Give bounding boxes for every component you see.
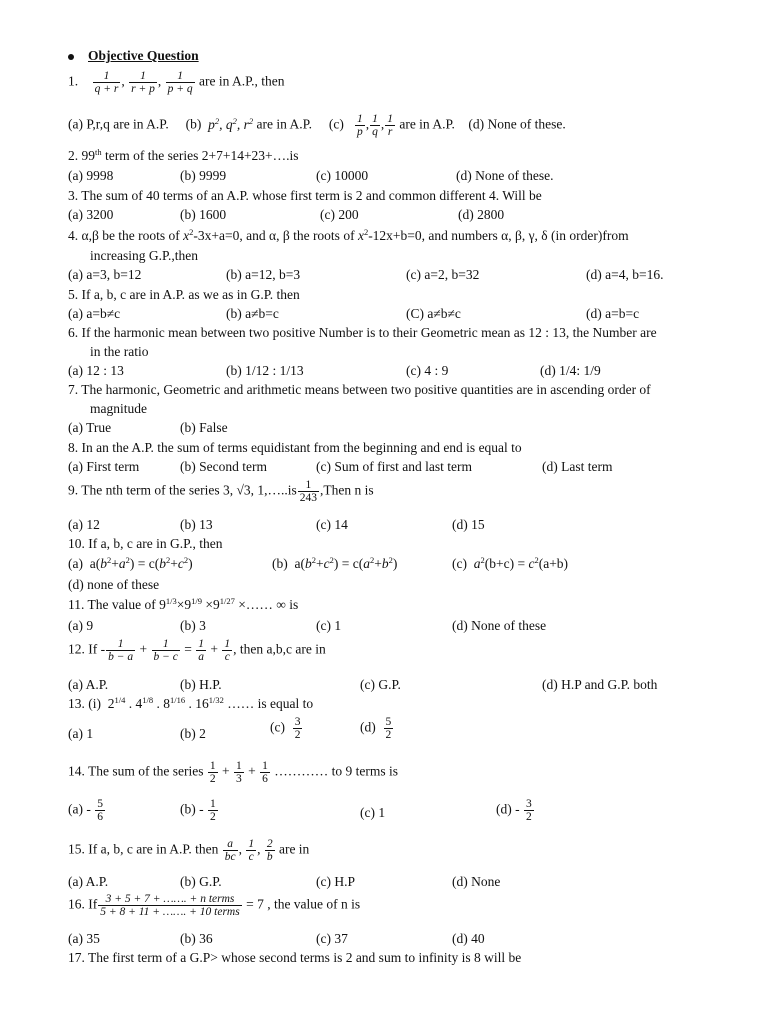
q8-option-c: (c) Sum of first and last term bbox=[316, 459, 472, 474]
question-16: 16. If $\frac{\text{3 + 5 + 7 + ……. + n terms}}{\text{5 + 8 + 11 + ……. + 10 terms}}$ = 7 , the value of n is bbox=[68, 893, 361, 919]
q11-option-d: (d) None of these bbox=[452, 618, 547, 633]
question-17: 17. The first term of a G.P> whose second terms is 2 and sum to infinity is 8 will be bbox=[68, 950, 522, 965]
q11-option-b: (b) 3 bbox=[180, 618, 206, 633]
question-4-cont: increasing G.P.,then bbox=[90, 248, 198, 263]
q2-option-c: (c) 10000 bbox=[316, 168, 369, 183]
question-9: 9. The nth term of the series 3, √3, 1,…..is $\frac{1}{243}$ ,Then n is bbox=[68, 479, 374, 505]
q3-option-a: (a) 3200 bbox=[68, 207, 114, 222]
question-15: 15. If a, b, c are in A.P. then $\frac{a}{bc}$ , $\frac{1}{c}$ , $\frac{2}{b}$ are in bbox=[68, 838, 310, 864]
q15-option-b: (b) G.P. bbox=[180, 874, 222, 889]
question-6: 6. If the harmonic mean between two positive Number is to their Geometric mean as 12 : 13, the Number are bbox=[68, 325, 657, 340]
q12-option-b: (b) H.P. bbox=[180, 677, 222, 692]
question-14: 14. The sum of the series $\frac{1}{2}$ + $\frac{1}{3}$ + $\frac{1}{6}$ ………… to 9 terms is bbox=[68, 760, 398, 786]
q3-option-b: (b) 1600 bbox=[180, 207, 227, 222]
q9-option-b: (b) 13 bbox=[180, 517, 213, 532]
q12-option-a: (a) A.P. bbox=[68, 677, 109, 692]
question-13: 13. (i) $2^{1/4}$ . $4^{1/8}$ . $8^{1/16}$ . $16^{1/32}$ …… is equal to bbox=[68, 695, 314, 711]
q2-option-b: (b) 9999 bbox=[180, 168, 227, 183]
q15-option-d: (d) None bbox=[452, 874, 501, 889]
q2-option-d: (d) None of these. bbox=[456, 168, 554, 183]
section-heading: Objective Question bbox=[68, 48, 199, 64]
question-6-cont: in the ratio bbox=[90, 344, 149, 359]
q8-option-b: (b) Second term bbox=[180, 459, 267, 474]
q14-option-c: (c) 1 bbox=[360, 805, 386, 820]
q13-option-c: (c) $\frac{3}{2}$ bbox=[270, 716, 301, 742]
q15-option-a: (a) A.P. bbox=[68, 874, 109, 889]
q6-option-a: (a) 12 : 13 bbox=[68, 363, 124, 378]
q16-option-d: (d) 40 bbox=[452, 931, 485, 946]
question-3: 3. The sum of 40 terms of an A.P. whose first term is 2 and common different 4. Will be bbox=[68, 188, 542, 203]
question-10: 10. If a, b, c are in G.P., then bbox=[68, 536, 223, 551]
q10-option-d: (d) none of these bbox=[68, 577, 160, 592]
q10-option-a: (a) $a(b^2+a^2) = c(b^2+c^2)$ bbox=[68, 555, 193, 571]
q6-option-b: (b) 1/12 : 1/13 bbox=[226, 363, 304, 378]
bullet-icon bbox=[68, 54, 74, 60]
q5-option-a: (a) a=b≠c bbox=[68, 306, 121, 321]
q6-option-d: (d) 1/4: 1/9 bbox=[540, 363, 601, 378]
q5-option-d: (d) a=b=c bbox=[586, 306, 640, 321]
q10-option-b: (b) $a(b^2+c^2) = c(a^2+b^2)$ bbox=[272, 555, 398, 571]
q5-option-b: (b) a≠b=c bbox=[226, 306, 279, 321]
q9-option-d: (d) 15 bbox=[452, 517, 485, 532]
q7-option-a: (a) True bbox=[68, 420, 112, 435]
q2-option-a: (a) 9998 bbox=[68, 168, 114, 183]
q4-option-d: (d) a=4, b=16. bbox=[586, 267, 664, 282]
q8-option-d: (d) Last term bbox=[542, 459, 613, 474]
question-12: 12. If - $\frac{1}{b - a}$ + $\frac{1}{b - c}$ = $\frac{1}{a}$ + $\frac{1}{c}$ , then a,b,c are in bbox=[68, 638, 326, 664]
q4-option-c: (c) a=2, b=32 bbox=[406, 267, 480, 282]
q14-option-b: (b) - $\frac{1}{2}$ bbox=[180, 798, 216, 824]
q16-option-b: (b) 36 bbox=[180, 931, 213, 946]
q11-option-c: (c) 1 bbox=[316, 618, 342, 633]
q3-option-c: (c) 200 bbox=[320, 207, 359, 222]
q13-option-b: (b) 2 bbox=[180, 726, 206, 741]
q4-option-a: (a) a=3, b=12 bbox=[68, 267, 142, 282]
question-7-cont: magnitude bbox=[90, 401, 147, 416]
q12-option-c: (c) G.P. bbox=[360, 677, 401, 692]
q11-option-a: (a) 9 bbox=[68, 618, 94, 633]
q14-option-d: (d) - $\frac{3}{2}$ bbox=[496, 798, 532, 824]
q16-option-a: (a) 35 bbox=[68, 931, 100, 946]
q12-option-d: (d) H.P and G.P. both bbox=[542, 677, 658, 692]
q15-option-c: (c) H.P bbox=[316, 874, 355, 889]
question-4: 4. α,β be the roots of $x^2-3x+a=0$, and α, β the roots of $x^2-12x+b=0$, and numbers α, β, γ, δ (in order)from bbox=[68, 227, 629, 243]
question-7: 7. The harmonic, Geometric and arithmetic means between two positive quantities are in ascending order of bbox=[68, 382, 651, 397]
question-2: 2. 99th term of the series 2+7+14+23+….is bbox=[68, 147, 299, 163]
q6-option-c: (c) 4 : 9 bbox=[406, 363, 449, 378]
question-5: 5. If a, b, c are in A.P. as we as in G.P. then bbox=[68, 287, 300, 302]
q4-option-b: (b) a=12, b=3 bbox=[226, 267, 301, 282]
q8-option-a: (a) First term bbox=[68, 459, 140, 474]
q9-option-c: (c) 14 bbox=[316, 517, 348, 532]
question-1: 1. $\frac{1}{q + r}$ , $\frac{1}{r + p}$ , $\frac{1}{p + q}$ are in A.P., then bbox=[68, 70, 285, 96]
q7-option-b: (b) False bbox=[180, 420, 228, 435]
q5-option-c: (C) a≠b≠c bbox=[406, 306, 461, 321]
q9-option-a: (a) 12 bbox=[68, 517, 100, 532]
question-1-options: (a) P,r,q are in A.P. (b) $p^2$, $q^2$, $r^2$ are in A.P. (c) $\frac{1}{p}$ , $\frac{1}{q}$ , $\frac{1}{r}$ are in A.P. (d) None of these. bbox=[68, 113, 566, 139]
q3-option-d: (d) 2800 bbox=[458, 207, 505, 222]
q13-option-a: (a) 1 bbox=[68, 726, 94, 741]
question-8: 8. In an the A.P. the sum of terms equidistant from the beginning and end is equal to bbox=[68, 440, 522, 455]
q13-option-d: (d) $\frac{5}{2}$ bbox=[360, 716, 392, 742]
question-11: 11. The value of $9^{1/3}\times 9^{1/9} \times 9^{1/27}$ ×…… ∞ is bbox=[68, 596, 299, 612]
q16-option-c: (c) 37 bbox=[316, 931, 348, 946]
q10-option-c: (c) $a^2(b+c) = c^2(a+b)$ bbox=[452, 555, 569, 571]
q14-option-a: (a) - $\frac{5}{6}$ bbox=[68, 798, 103, 824]
